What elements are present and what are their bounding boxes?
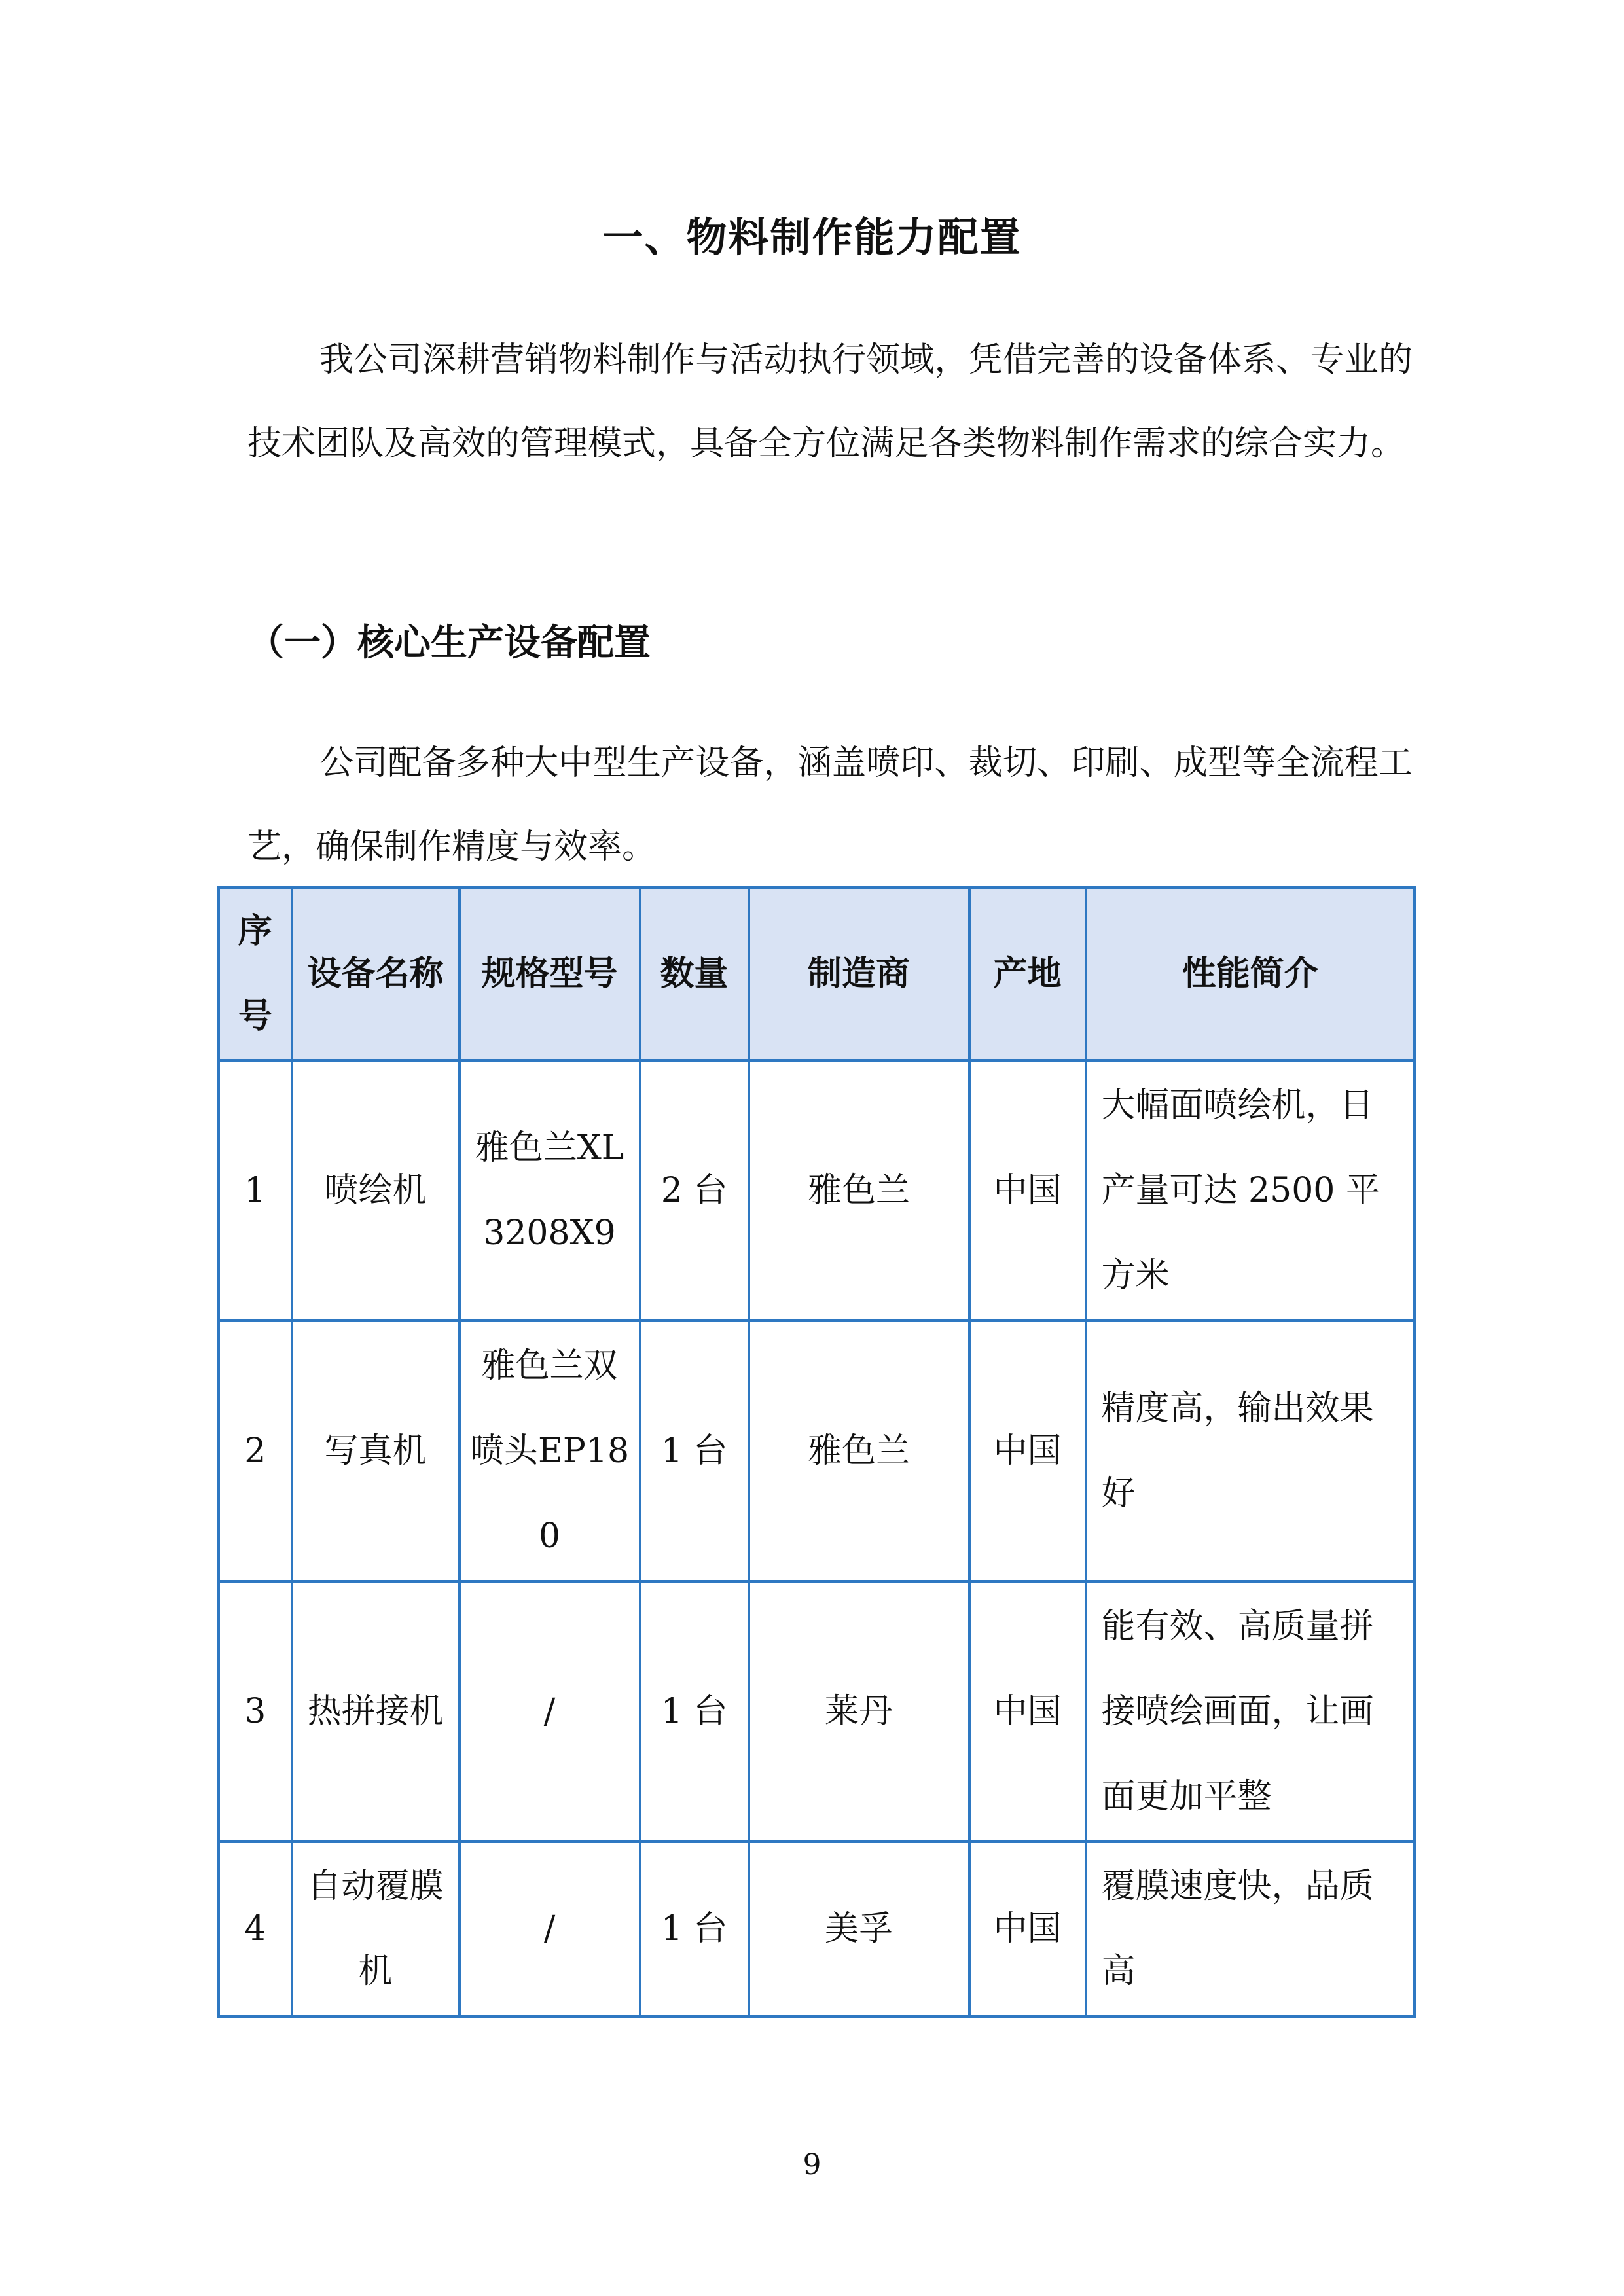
- cell-performance: 精度高，输出效果好: [1086, 1321, 1415, 1581]
- header-device-name: 设备名称: [292, 888, 460, 1061]
- header-quantity: 数量: [640, 888, 749, 1061]
- table-header-row: [219, 888, 1415, 1061]
- header-performance: 性能简介: [1086, 888, 1415, 1061]
- table-row: [219, 1321, 1415, 1581]
- cell-performance: 覆膜速度快，品质高: [1086, 1842, 1415, 2016]
- cell-device-name: 热拼接机: [292, 1581, 460, 1842]
- cell-index: 2: [219, 1321, 292, 1581]
- equipment-table: [217, 886, 1416, 2018]
- header-index: 序号: [219, 888, 292, 1061]
- header-model: 规格型号: [460, 888, 640, 1061]
- cell-quantity: 1 台: [640, 1321, 749, 1581]
- table-row: [219, 1581, 1415, 1842]
- cell-manufacturer: 雅色兰: [749, 1060, 969, 1321]
- table-row: [219, 1842, 1415, 2016]
- cell-origin: 中国: [969, 1321, 1086, 1581]
- cell-quantity: 2 台: [640, 1060, 749, 1321]
- cell-model: 雅色兰双喷头EP180: [460, 1321, 640, 1581]
- cell-origin: 中国: [969, 1581, 1086, 1842]
- cell-model: /: [460, 1842, 640, 2016]
- cell-index: 3: [219, 1581, 292, 1842]
- cell-performance: 能有效、高质量拼接喷绘画面，让画面更加平整: [1086, 1581, 1415, 1842]
- cell-quantity: 1 台: [640, 1581, 749, 1842]
- section-title: （一）核心生产设备配置: [247, 622, 651, 664]
- cell-quantity: 1 台: [640, 1842, 749, 2016]
- header-origin: 产地: [969, 888, 1086, 1061]
- section-description: 公司配备多种大中型生产设备，涵盖喷印、裁切、印刷、成型等全流程工艺，确保制作精度与效率。: [247, 744, 1413, 867]
- page-heading: 一、物料制作能力配置: [602, 213, 1022, 261]
- cell-index: 4: [219, 1842, 292, 2016]
- cell-manufacturer: 美孚: [749, 1842, 969, 2016]
- intro-paragraph: 我公司深耕营销物料制作与活动执行领域，凭借完善的设备体系、专业的技术团队及高效的管理模式，具备全方位满足各类物料制作需求的综合实力。: [247, 340, 1413, 463]
- cell-index: 1: [219, 1060, 292, 1321]
- cell-model: 雅色兰XL3208X9: [460, 1060, 640, 1321]
- cell-performance: 大幅面喷绘机，日产量可达 2500 平方米: [1086, 1060, 1415, 1321]
- cell-model: /: [460, 1581, 640, 1842]
- cell-manufacturer: 莱丹: [749, 1581, 969, 1842]
- cell-origin: 中国: [969, 1842, 1086, 2016]
- cell-device-name: 写真机: [292, 1321, 460, 1581]
- cell-origin: 中国: [969, 1060, 1086, 1321]
- cell-manufacturer: 雅色兰: [749, 1321, 969, 1581]
- page-number: 9: [803, 2148, 821, 2181]
- cell-device-name: 自动覆膜机: [292, 1842, 460, 2016]
- table-row: [219, 1060, 1415, 1321]
- cell-device-name: 喷绘机: [292, 1060, 460, 1321]
- header-manufacturer: 制造商: [749, 888, 969, 1061]
